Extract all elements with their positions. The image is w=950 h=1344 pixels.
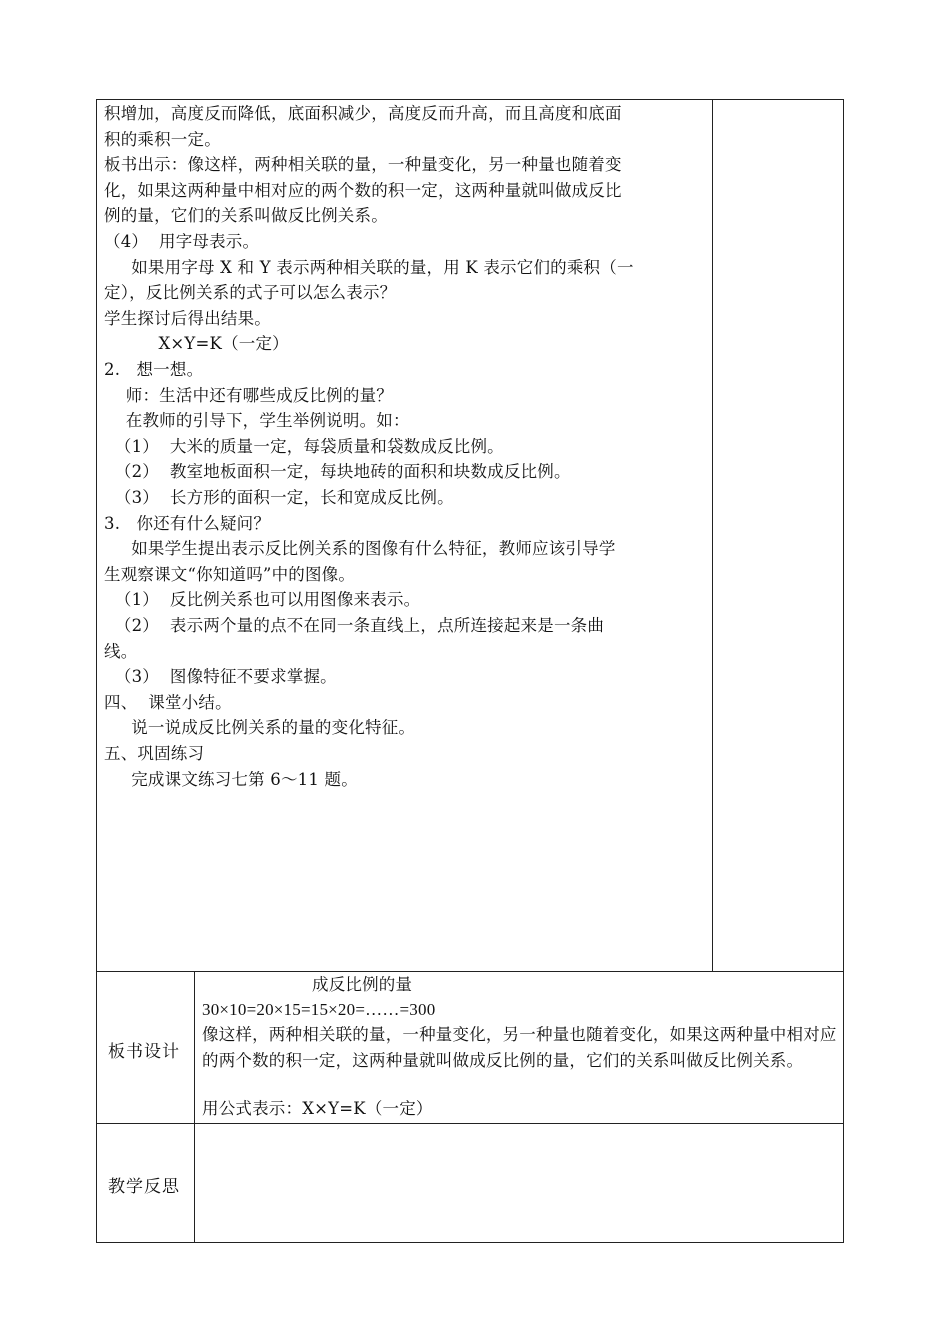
lesson-line: （2） 表示两个量的点不在同一条直线上，点所连接起来是一条曲	[104, 616, 605, 635]
lesson-line: 学生探讨后得出结果。	[104, 308, 271, 328]
lesson-line: （2） 教室地板面积一定，每块地砖的面积和块数成反比例。	[104, 462, 571, 482]
board-design-title: 成反比例的量	[312, 975, 413, 994]
lesson-line: 例的量，它们的关系叫做反比例关系。	[104, 206, 388, 226]
reflection-divider	[194, 1123, 195, 1243]
lesson-line: 四、 课堂小结。	[104, 692, 232, 712]
reflection-content-area	[196, 1125, 842, 1241]
board-design-formula: 用公式表示：X×Y=K（一定）	[202, 1099, 433, 1118]
lesson-line: 2. 想一想。	[104, 360, 204, 379]
lesson-line: 线。	[104, 641, 138, 661]
lesson-line: 完成课文练习七第 6～11 题。	[104, 769, 358, 789]
lesson-line: （4） 用字母表示。	[104, 232, 260, 251]
lesson-line: 五、巩固练习	[104, 744, 205, 763]
lesson-line: 定），反比例关系的式子可以怎么表示？	[104, 283, 397, 303]
lesson-line: 如果学生提出表示反比例关系的图像有什么特征，教师应该引导学	[104, 539, 616, 559]
lesson-line: 积增加，高度反而降低，底面积减少，高度反而升高，而且高度和底面	[104, 104, 622, 123]
lesson-line: 板书出示：像这样，两种相关联的量，一种量变化，另一种量也随着变	[104, 155, 622, 175]
lesson-line: （1） 大米的质量一定，每袋质量和袋数成反比例。	[104, 436, 504, 456]
lesson-line: （3） 图像特征不要求掌握。	[104, 667, 337, 687]
lesson-line: （3） 长方形的面积一定，长和宽成反比例。	[104, 488, 454, 507]
lesson-line: 生观察课文“你知道吗”中的图像。	[104, 564, 356, 584]
lesson-line: X×Y=K（一定）	[104, 334, 289, 354]
board-design-label: 板书设计	[108, 1042, 180, 1062]
board-design-divider	[194, 971, 195, 1124]
lesson-line: 师：生活中还有哪些成反比例的量？	[104, 385, 393, 405]
lesson-line: 积的乘积一定。	[104, 129, 221, 149]
lesson-line: 3. 你还有什么疑问？	[104, 513, 271, 533]
lesson-line: （1） 反比例关系也可以用图像来表示。	[104, 590, 421, 610]
board-design-paragraph: 像这样，两种相关联的量，一种量变化，另一种量也随着变化，如果这两种量中相对应的两个数的积一定，这两种量就叫做成反比例的量，它们的关系叫做反比例关系。	[202, 1025, 837, 1070]
side-notes-cell	[712, 99, 844, 972]
lesson-line: 如果用字母 X 和 Y 表示两种相关联的量，用 K 表示它们的乘积（一	[104, 257, 634, 277]
lesson-line: 在教师的引导下，学生举例说明。如：	[104, 411, 410, 431]
board-design-equation: 30×10=20×15=15×20=……=300	[202, 1000, 436, 1019]
lesson-line: 说一说成反比例关系的量的变化特征。	[104, 718, 416, 738]
reflection-label: 教学反思	[108, 1177, 180, 1197]
lesson-line: 化，如果这两种量中相对应的两个数的积一定，这两种量就叫做成反比	[104, 180, 622, 200]
